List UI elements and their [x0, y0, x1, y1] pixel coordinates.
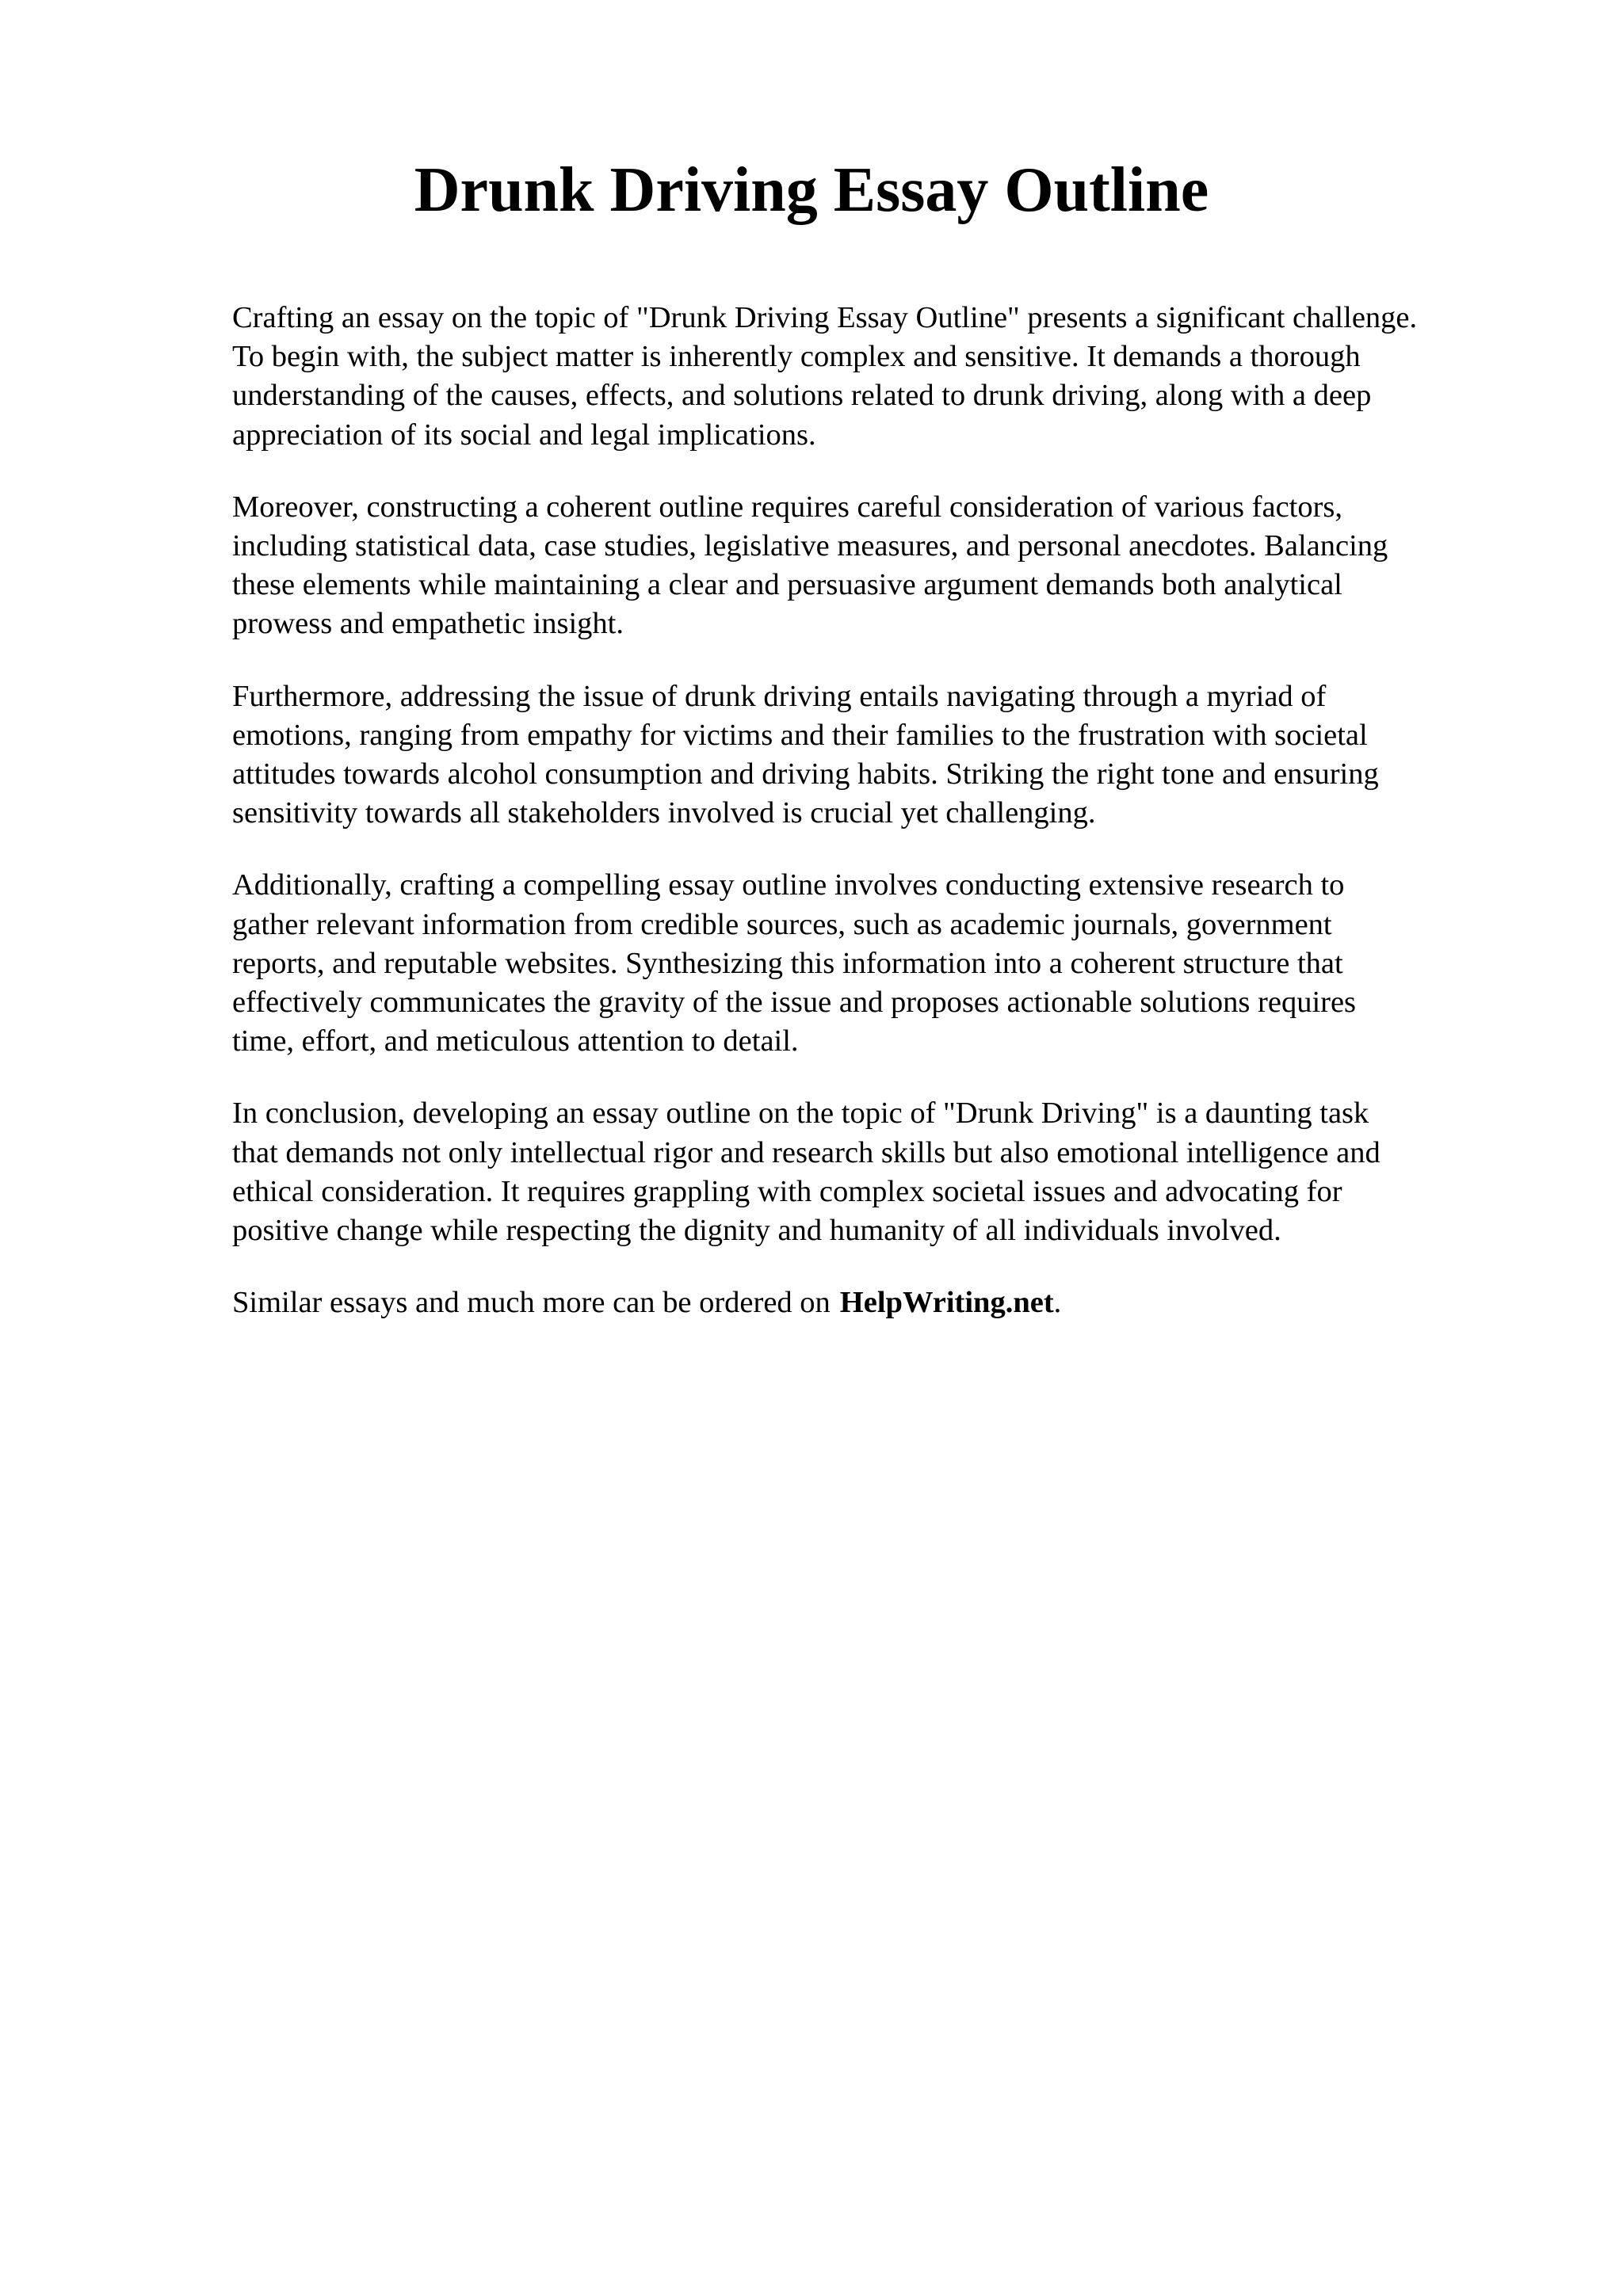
- paragraph-line: In conclusion, developing an essay outline on the topic of "Drunk Driving" is a daunting task: [232, 1097, 1369, 1131]
- paragraph-line: positive change while respecting the dignity and humanity of all individuals involved.: [232, 1214, 1281, 1248]
- paragraph-line: emotions, ranging from empathy for victims and their families to the frustration with societal: [232, 718, 1368, 752]
- closing-prefix: Similar essays and much more can be ordered on: [232, 1286, 831, 1320]
- paragraph-line: Crafting an essay on the topic of "Drunk Driving Essay Outline" presents a significant challenge.: [232, 301, 1418, 334]
- closing-suffix: .: [1053, 1286, 1062, 1320]
- paragraph-line: that demands not only intellectual rigor and research skills but also emotional intelligence and: [232, 1135, 1381, 1169]
- helpwriting-link[interactable]: HelpWriting.net: [839, 1286, 1054, 1320]
- paragraph-furthermore: [232, 677, 1516, 833]
- closing-line: [232, 1283, 1516, 1322]
- paragraph-line: sensitivity towards all stakeholders involved is crucial yet challenging.: [232, 796, 1096, 830]
- paragraph-line: Additionally, crafting a compelling essay outline involves conducting extensive research to: [232, 868, 1345, 902]
- paragraph-line: Furthermore, addressing the issue of drunk driving entails navigating through a myriad of: [232, 679, 1327, 713]
- paragraph-line: Moreover, constructing a coherent outline requires careful consideration of various factors,: [232, 490, 1343, 524]
- paragraph-line: understanding of the causes, effects, and solutions related to drunk driving, along with a deep: [232, 379, 1372, 413]
- paragraph-line: time, effort, and meticulous attention to detail.: [232, 1024, 799, 1058]
- paragraph-line: prowess and empathetic insight.: [232, 607, 624, 641]
- paragraph-line: attitudes towards alcohol consumption and driving habits. Striking the right tone and ensuring: [232, 757, 1379, 791]
- paragraph-conclusion: [232, 1094, 1516, 1250]
- paragraph-moreover: [232, 488, 1516, 644]
- paragraph-line: reports, and reputable websites. Synthesizing this information into a coherent structure that: [232, 946, 1343, 980]
- paragraph-line: appreciation of its social and legal implications.: [232, 418, 816, 452]
- paragraph-line: effectively communicates the gravity of the issue and proposes actionable solutions requires: [232, 986, 1357, 1020]
- paragraph-line: including statistical data, case studies, legislative measures, and personal anecdotes. Balancing: [232, 529, 1388, 563]
- paragraph-intro: [232, 299, 1516, 455]
- paragraph-line: To begin with, the subject matter is inherently complex and sensitive. It demands a thorough: [232, 340, 1361, 374]
- document-body: [232, 299, 1516, 1322]
- paragraph-line: gather relevant information from credible sources, such as academic journals, government: [232, 907, 1332, 941]
- paragraph-additionally: [232, 866, 1516, 1061]
- document-title: Drunk Driving Essay Outline: [414, 155, 1209, 225]
- paragraph-line: these elements while maintaining a clear and persuasive argument demands both analytical: [232, 568, 1342, 602]
- paragraph-line: ethical consideration. It requires grappling with complex societal issues and advocating for: [232, 1174, 1342, 1208]
